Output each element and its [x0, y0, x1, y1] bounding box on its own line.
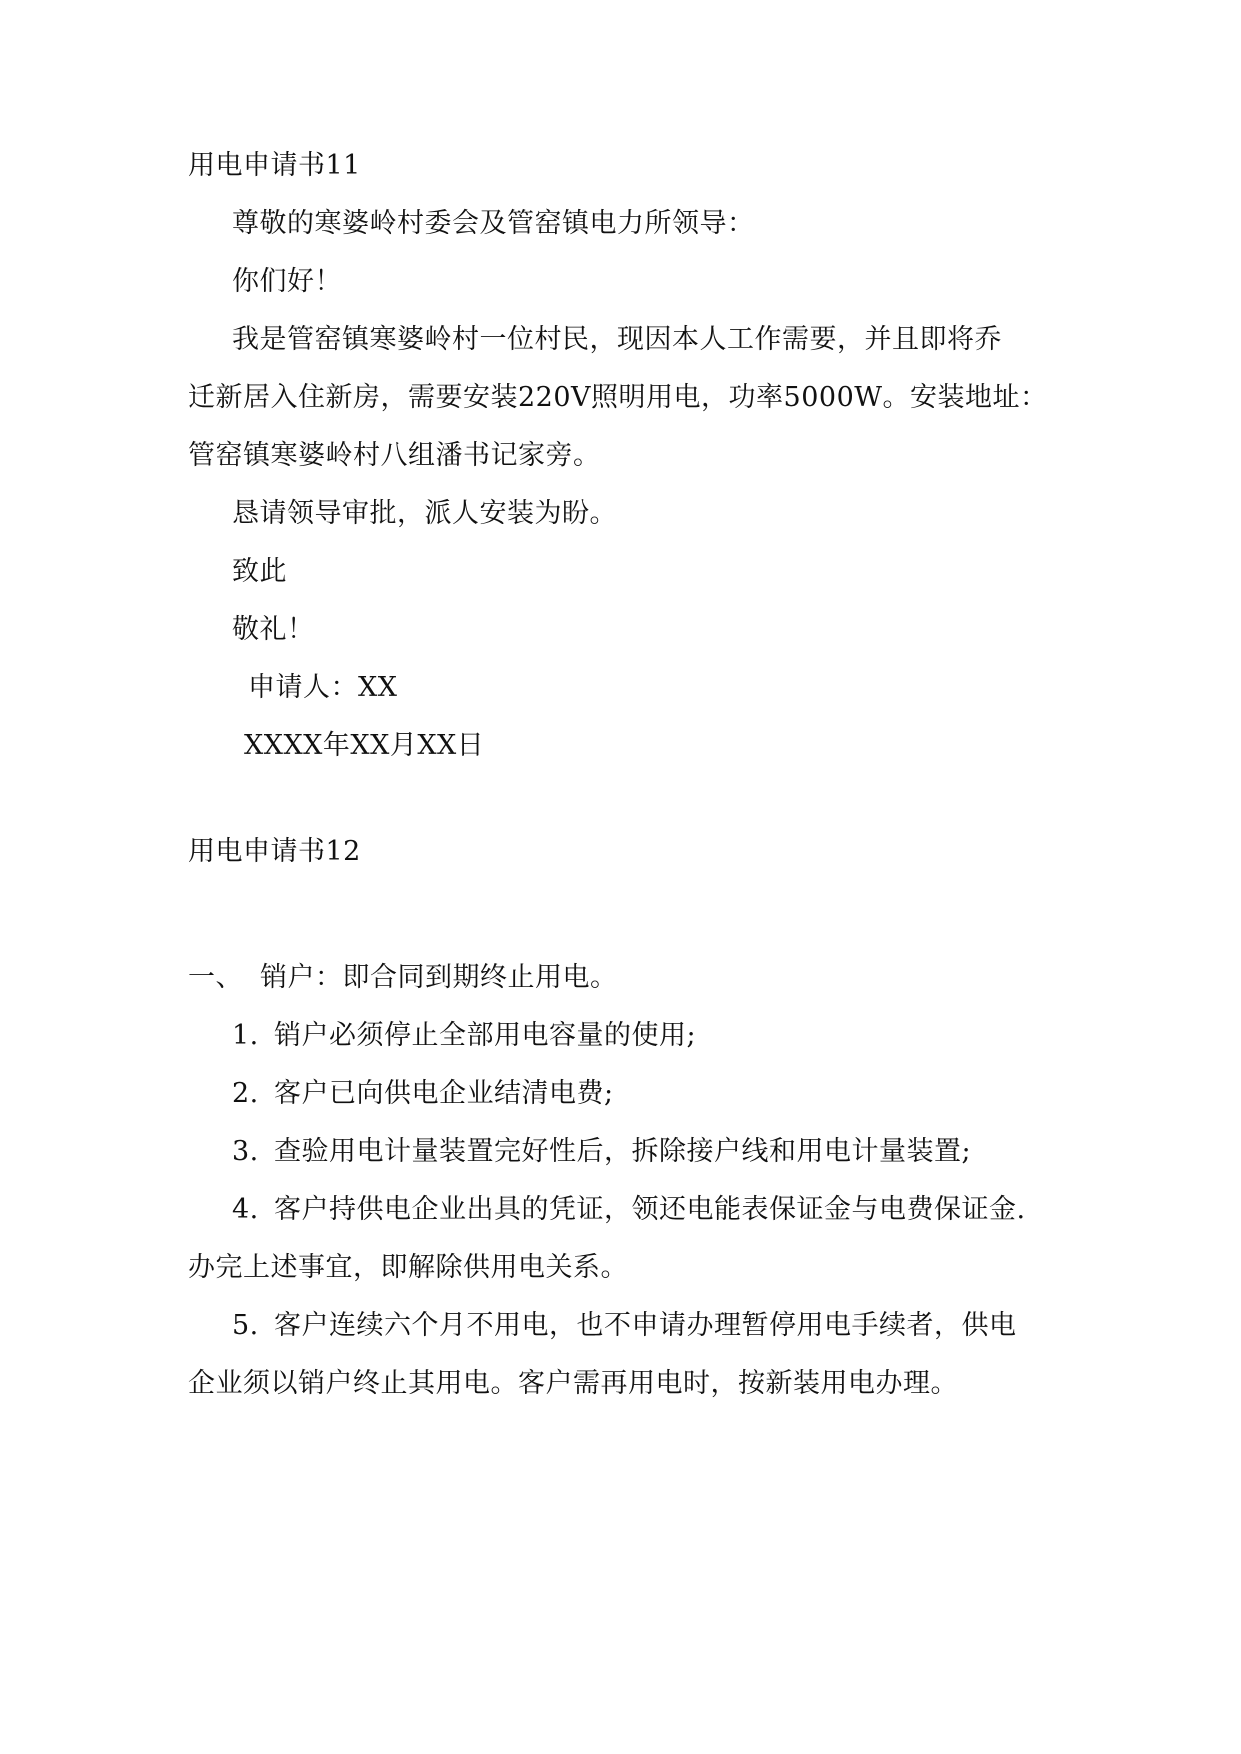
letter2-title: 用电申请书12 [188, 836, 361, 867]
body-line-1: 我是管窑镇寒婆岭村一位村民，现因本人工作需要，并且即将乔 [232, 324, 1002, 355]
list-item-number: 1. [232, 1020, 259, 1051]
list-item [232, 1134, 971, 1170]
list-item [232, 1018, 696, 1054]
list-item-continuation: 企业须以销户终止其用电。客户需再用电时，按新装用电办理。 [188, 1368, 958, 1399]
list-item-text: 客户已向供电企业结清电费; [274, 1078, 614, 1109]
greeting: 你们好！ [232, 266, 342, 297]
section-heading-text: 销户：即合同到期终止用电。 [260, 962, 618, 993]
section-marker: 一、 [188, 962, 243, 993]
list-item-text: 客户连续六个月不用电，也不申请办理暂停用电手续者，供电 [274, 1310, 1017, 1341]
list-item-text: 客户持供电企业出具的凭证，领还电能表保证金与电费保证金. [274, 1194, 1026, 1225]
closing-line-1: 致此 [232, 556, 287, 587]
salutation: 尊敬的寒婆岭村委会及管窑镇电力所领导： [232, 208, 755, 239]
request-line: 恳请领导审批，派人安装为盼。 [232, 498, 617, 529]
list-item-text: 销户必须停止全部用电容量的使用; [274, 1020, 697, 1051]
body-line-2: 迁新居入住新房，需要安装220V照明用电，功率5000W。安装地址： [188, 382, 1048, 413]
body-line-3: 管窑镇寒婆岭村八组潘书记家旁。 [188, 440, 601, 471]
list-item-text: 查验用电计量装置完好性后，拆除接户线和用电计量装置; [274, 1136, 972, 1167]
letter1-title: 用电申请书11 [188, 150, 361, 181]
list-item [232, 1192, 1026, 1228]
list-item [232, 1076, 614, 1112]
list-item-number: 4. [232, 1194, 259, 1225]
list-item-number: 2. [232, 1078, 259, 1109]
list-item-continuation: 办完上述事宜，即解除供用电关系。 [188, 1252, 628, 1283]
list-item-number: 5. [232, 1310, 259, 1341]
applicant: 申请人：XX [248, 672, 398, 703]
date: XXXX年XX月XX日 [244, 730, 485, 761]
list-item-number: 3. [232, 1136, 259, 1167]
closing-line-2: 敬礼！ [232, 614, 315, 645]
list-item [232, 1308, 1017, 1344]
section-heading [188, 960, 618, 996]
